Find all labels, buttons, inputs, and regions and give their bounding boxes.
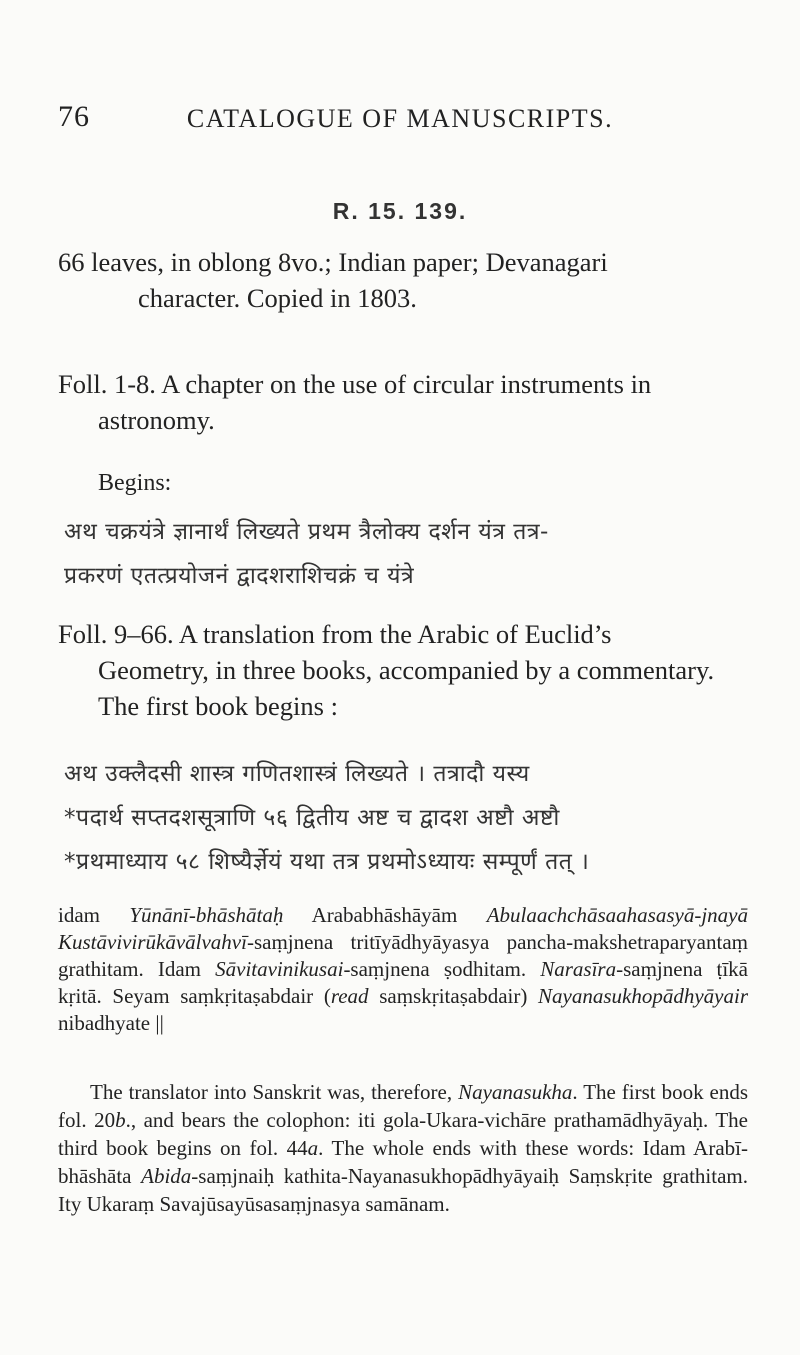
shelfmark: R. 15. 139. xyxy=(332,198,468,224)
italic-run: Nayanasukha xyxy=(458,1080,573,1104)
text-run: -saṃjnena ṭīkā kṛitā. Seyam saṃkṛitaṣabdair ( xyxy=(58,957,749,1008)
italic-run: Sāvitavinikusai xyxy=(215,957,344,981)
text-run: -saṃjnena tritīyādhyāyasya pancha-makshetraparyantaṃ grathitam. Idam xyxy=(58,930,748,981)
page-number: 76 xyxy=(58,100,90,133)
text-run: . The whole ends with these words: Idam Arabī-bhāshāta xyxy=(58,1136,748,1188)
text-run: -saṃjnena ṣodhitam. xyxy=(343,957,541,981)
devanagari-quote-2 xyxy=(64,752,744,884)
devanagari-line: *प्रथमाध्याय ५८ शिष्यैर्ज्ञेयं यथा तत्र प्रथमोऽध्यायः सम्पूर्णं तत् । xyxy=(64,849,590,875)
devanagari-line: अथ चक्रयंत्रे ज्ञानार्थं लिख्यते प्रथम त्रैलोक्य दर्शन यंत्र तत्र- xyxy=(64,519,549,545)
manuscript-description xyxy=(58,244,788,316)
text-run: Arababhāshāyām xyxy=(283,903,487,927)
text-run: -saṃjnaiḥ kathita-Nayanasukhopādhyāyaiḥ Saṃskṛite grathitam. Ity Ukaraṃ Savajūsayūsasaṃjnasya samānam. xyxy=(58,1164,748,1216)
text-run: . The first book ends fol. 20 xyxy=(58,1080,749,1132)
text-run: idam xyxy=(58,903,130,927)
italic-run: b xyxy=(115,1108,126,1132)
translator-note-paragraph xyxy=(58,1078,748,1218)
italic-run: Yūnānī-bhāshātaḥ xyxy=(129,903,284,927)
devanagari-line: अथ उक्लैदसी शास्त्र गणितशास्त्रं लिख्यते । तत्रादौ यस्य xyxy=(64,761,530,787)
description-line: character. Copied in 1803. xyxy=(138,283,417,313)
section-heading-line: Foll. 1-8. A chapter on the use of circular instruments in xyxy=(58,369,652,399)
section-folios-1-8 xyxy=(58,366,748,438)
text-run: ., and bears the colophon: iti gola-Ukara-vichāre prathamādhyāyaḥ. The third book begins on fol. 44 xyxy=(58,1108,748,1160)
devanagari-quote-1 xyxy=(64,510,744,598)
description-line: 66 leaves, in oblong 8vo.; Indian paper; Devanagari xyxy=(58,247,608,277)
page-header xyxy=(58,100,742,140)
italic-run: read xyxy=(330,984,369,1008)
italic-run: Abida xyxy=(141,1164,192,1188)
section-heading-line: The first book begins : xyxy=(98,691,338,721)
section-folios-9-66 xyxy=(58,616,748,724)
text-run: nibadhyate || xyxy=(58,1011,164,1035)
devanagari-line: प्रकरणं एतत्प्रयोजनं द्वादशराशिचक्रं च यंत्रे xyxy=(64,563,415,589)
section-heading-line: Foll. 9–66. A translation from the Arabic of Euclid’s xyxy=(58,619,612,649)
italic-run: a xyxy=(307,1136,319,1160)
text-run: saṃskṛitaṣabdair) xyxy=(368,984,539,1008)
italic-run: Narasīra xyxy=(540,957,617,981)
transliteration-paragraph xyxy=(58,902,748,1037)
section-heading-line: Geometry, in three books, accompanied by a commentary. xyxy=(98,655,715,685)
begins-label: Begins: xyxy=(98,470,172,496)
running-title: CATALOGUE OF MANUSCRIPTS. xyxy=(186,104,614,133)
section-heading-line: astronomy. xyxy=(98,405,215,435)
italic-run: Abulaachchāsaahasasyā-jnayā Kustāvivirūkāvālvahvī xyxy=(58,903,748,954)
devanagari-line: *पदार्थ सप्तदशसूत्राणि ५६ द्वितीय अष्ट च द्वादश अष्टौ अष्टौ xyxy=(64,805,560,831)
italic-run: Nayanasukhopādhyāyair xyxy=(538,984,748,1008)
text-run: The translator into Sanskrit was, therefore, xyxy=(90,1080,459,1104)
